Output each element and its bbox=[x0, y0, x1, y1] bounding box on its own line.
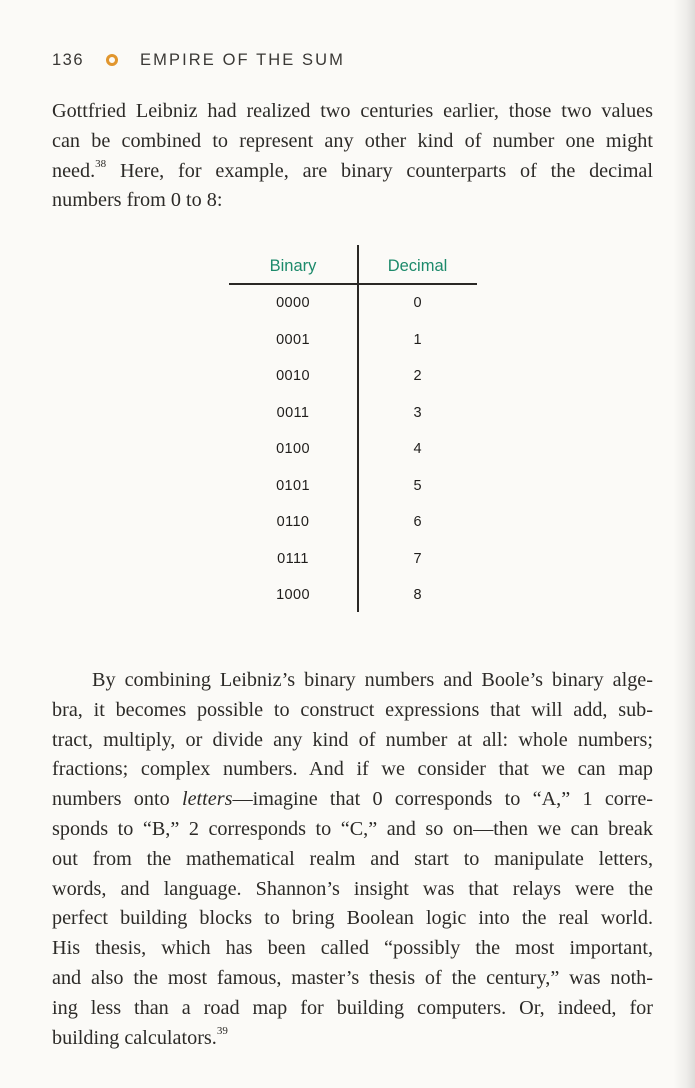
text-line: words, and language. Shannon’s insight was that relays were the bbox=[52, 877, 653, 900]
decimal-cell: 7 bbox=[413, 550, 422, 567]
text-line: His thesis, which has been called “possibly the most important, bbox=[52, 937, 653, 960]
decimal-cell: 1 bbox=[413, 331, 422, 348]
running-head bbox=[52, 49, 345, 71]
decimal-cell: 2 bbox=[413, 368, 422, 384]
table-row bbox=[229, 332, 477, 352]
table-row bbox=[229, 368, 477, 388]
table-row bbox=[229, 551, 477, 571]
binary-cell: 0111 bbox=[277, 550, 309, 567]
binary-cell: 0001 bbox=[276, 331, 310, 348]
footnote-ref-38: 38 bbox=[95, 157, 107, 170]
decimal-cell: 8 bbox=[413, 587, 422, 603]
decimal-cell: 6 bbox=[413, 514, 422, 530]
binary-cell: 0100 bbox=[276, 441, 310, 457]
column-header-decimal: Decimal bbox=[387, 257, 448, 275]
text-line: Gottfried Leibniz had realized two centuries earlier, those two values bbox=[52, 100, 653, 122]
binary-cell: 0101 bbox=[276, 477, 310, 494]
footnote-ref-39: 39 bbox=[216, 1024, 228, 1037]
binary-cell: 0000 bbox=[276, 295, 310, 311]
table-row bbox=[229, 441, 477, 461]
text-line: fractions; complex numbers. And if we consider that we can map bbox=[52, 758, 653, 781]
binary-cell: 0011 bbox=[276, 404, 310, 421]
table-row bbox=[229, 405, 477, 425]
binary-decimal-table bbox=[229, 245, 477, 612]
text-line: ing less than a road map for building computers. Or, indeed, for bbox=[52, 996, 653, 1019]
table-row bbox=[229, 587, 477, 607]
header-rule bbox=[229, 283, 477, 285]
circle-ornament-icon bbox=[106, 54, 118, 66]
emphasis-letters: letters bbox=[181, 788, 233, 811]
binary-cell: 0110 bbox=[276, 514, 310, 530]
text-line: bra, it becomes possible to construct expressions that will add, sub- bbox=[52, 698, 653, 721]
decimal-cell: 0 bbox=[413, 295, 422, 311]
table-row bbox=[229, 514, 477, 534]
text-line: building calculators.$^{39}$ bbox=[52, 1024, 228, 1049]
text-line: tract, multiply, or divide any kind of number at all: whole numbers; bbox=[52, 728, 653, 751]
decimal-cell: 3 bbox=[413, 404, 422, 421]
table-row bbox=[229, 295, 477, 315]
binary-cell: 1000 bbox=[276, 587, 310, 603]
table-row bbox=[229, 478, 477, 498]
text-line: can be combined to represent any other kind of number one might bbox=[52, 129, 653, 152]
text-line: perfect building blocks to bring Boolean logic into the real world. bbox=[52, 907, 653, 930]
running-head-title: EMPIRE OF THE SUM bbox=[140, 50, 346, 69]
text-line: out from the mathematical realm and start to manipulate letters, bbox=[52, 847, 653, 870]
decimal-cell: 4 bbox=[413, 441, 422, 457]
paragraph-shannon bbox=[52, 666, 653, 1053]
text-line: numbers onto letters—imagine that 0 corresponds to “A,” 1 corre- bbox=[52, 788, 653, 811]
text-line: numbers from 0 to 8: bbox=[52, 189, 223, 212]
text-line: need.$^{38}$ Here, for example, are binary counterparts of the decimal bbox=[52, 157, 653, 182]
page-edge-shadow bbox=[673, 0, 695, 1088]
paragraph-intro bbox=[52, 97, 653, 216]
decimal-cell: 5 bbox=[413, 477, 422, 494]
text-line: and also the most famous, master’s thesis of the century,” was noth- bbox=[52, 966, 653, 989]
page-number: 136 bbox=[52, 50, 85, 69]
text-line: By combining Leibniz’s binary numbers and Boole’s binary alge- bbox=[92, 669, 653, 691]
binary-cell: 0010 bbox=[276, 368, 310, 384]
column-header-binary: Binary bbox=[269, 257, 317, 275]
text-line: sponds to “B,” 2 corresponds to “C,” and so on—then we can break bbox=[52, 817, 653, 840]
